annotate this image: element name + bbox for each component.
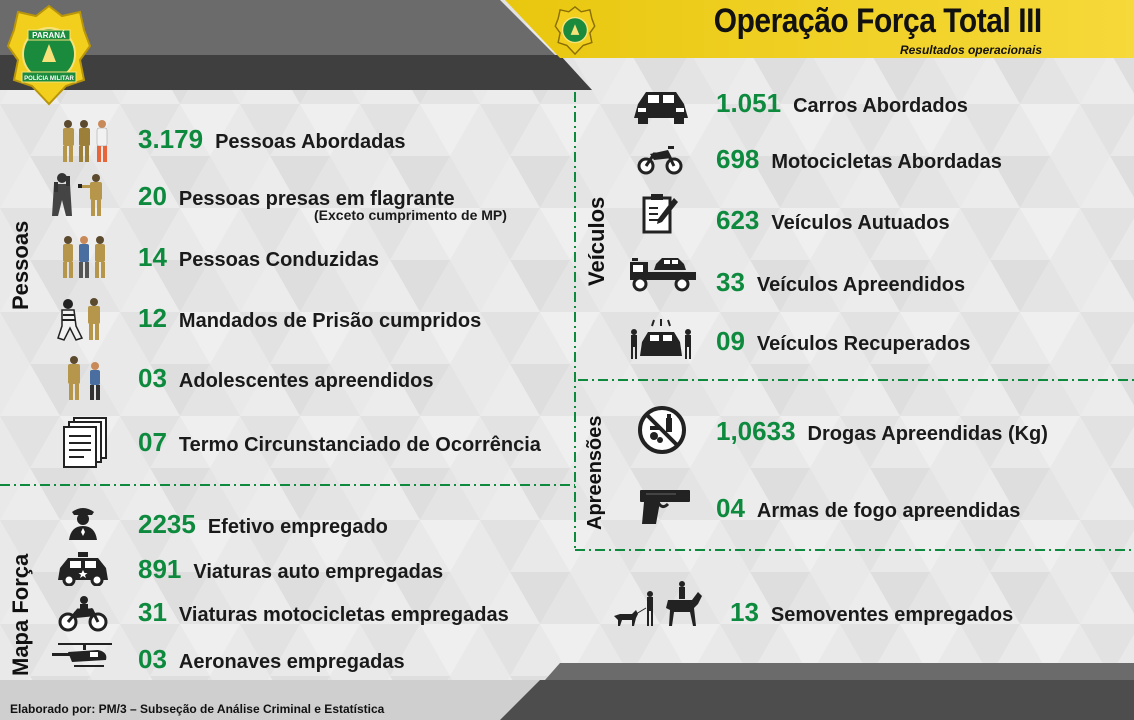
stat-pessoas-abordadas <box>138 124 406 155</box>
stat-veiculos-recuperados <box>716 326 970 357</box>
stat-note: (Exceto cumprimento de MP) <box>314 207 507 223</box>
logo-top-text: PARANÁ <box>32 31 66 40</box>
helicopter-icon <box>50 640 120 670</box>
stat-value: 1.051 <box>716 88 782 118</box>
stat-label: Pessoas presas em flagrante <box>178 188 455 210</box>
stat-value: 09 <box>716 326 745 356</box>
stat-label: Termo Circunstanciado de Ocorrência <box>178 434 541 456</box>
clipboard-icon <box>640 192 680 234</box>
stat-value: 3.179 <box>138 124 204 154</box>
stat-adolescentes <box>138 363 433 394</box>
documents-icon <box>62 416 108 470</box>
section-label-mapa-forca: Mapa Força <box>8 553 33 676</box>
stat-label: Veículos Apreendidos <box>756 274 966 296</box>
stat-value: 04 <box>716 493 745 523</box>
stat-label: Semoventes empregados <box>770 604 1014 626</box>
stat-label: Pessoas Abordadas <box>215 131 406 153</box>
stat-label: Armas de fogo apreendidas <box>756 500 1021 522</box>
police-car-icon <box>56 550 110 586</box>
stat-value: 2235 <box>138 509 196 539</box>
stat-carros-abordados <box>716 88 968 119</box>
police-motorcycle-icon <box>56 594 110 632</box>
car-icon <box>632 86 690 126</box>
pm-parana-logo <box>6 4 92 108</box>
stat-label: Carros Abordados <box>793 95 968 117</box>
officer-with-youth-icon <box>64 354 108 402</box>
stat-semoventes <box>730 597 1013 628</box>
tow-truck-icon <box>626 254 698 294</box>
page-title: Operação Força Total III <box>713 2 1042 40</box>
stat-mandados-prisao <box>138 303 481 334</box>
stat-label: Viaturas motocicletas empregadas <box>178 604 509 626</box>
section-label-veiculos: Veículos <box>584 196 609 286</box>
stat-value: 20 <box>138 181 167 211</box>
stat-label: Veículos Recuperados <box>756 333 971 355</box>
stat-value: 03 <box>138 644 167 674</box>
k9-and-mounted-police-icon <box>610 578 706 630</box>
stat-value: 891 <box>138 554 182 584</box>
footer-credit: Elaborado por: PM/3 – Subseção de Análise Criminal e Estatística <box>10 702 385 716</box>
stat-veiculos-apreendidos <box>716 267 965 298</box>
stat-drogas-apreendidas <box>716 416 1048 447</box>
thief-icon <box>56 296 108 342</box>
section-label-pessoas: Pessoas <box>8 220 33 310</box>
motorcycle-icon <box>636 142 684 176</box>
stat-value: 33 <box>716 267 745 297</box>
stat-viaturas-motocicletas <box>138 597 509 628</box>
stat-pessoas-conduzidas <box>138 242 379 273</box>
stat-label: Efetivo empregado <box>207 516 388 538</box>
stat-viaturas-auto <box>138 554 443 585</box>
stat-motocicletas-abordadas <box>716 144 1002 175</box>
stat-armas-apreendidas <box>716 493 1020 524</box>
pm-parana-logo-small <box>554 6 596 56</box>
stat-label: Viaturas auto empregadas <box>193 561 444 583</box>
section-label-apreensoes: Apreensões <box>584 415 606 530</box>
stat-value: 07 <box>138 427 167 457</box>
arrest-icon <box>50 172 112 218</box>
stat-value: 1,0633 <box>716 416 796 446</box>
stat-value: 12 <box>138 303 167 333</box>
police-officer-icon <box>66 504 100 540</box>
stat-value: 03 <box>138 363 167 393</box>
stat-veiculos-autuados <box>716 205 950 236</box>
logo-bottom-text: POLÍCIA MILITAR <box>24 76 74 82</box>
escort-icon <box>60 234 108 280</box>
stat-label: Pessoas Conduzidas <box>178 249 379 271</box>
page-subtitle: Resultados operacionais <box>899 43 1042 57</box>
stat-value: 31 <box>138 597 167 627</box>
stat-label: Drogas Apreendidas (Kg) <box>807 423 1048 445</box>
stat-termo-circunstanciado <box>138 427 541 458</box>
officers-approaching-icon <box>58 118 110 164</box>
stat-aeronaves <box>138 644 405 675</box>
recovered-car-icon <box>626 318 696 362</box>
stat-label: Motocicletas Abordadas <box>771 151 1002 173</box>
pistol-icon <box>636 486 694 526</box>
stat-value: 13 <box>730 597 759 627</box>
stat-label: Mandados de Prisão cumpridos <box>178 310 482 332</box>
stat-value: 698 <box>716 144 760 174</box>
stat-label: Aeronaves empregadas <box>178 651 405 673</box>
stat-efetivo <box>138 509 388 540</box>
stat-value: 623 <box>716 205 760 235</box>
stat-label: Adolescentes apreendidos <box>178 370 434 392</box>
stat-label: Veículos Autuados <box>771 212 950 234</box>
stat-value: 14 <box>138 242 167 272</box>
no-drugs-icon <box>636 404 688 456</box>
